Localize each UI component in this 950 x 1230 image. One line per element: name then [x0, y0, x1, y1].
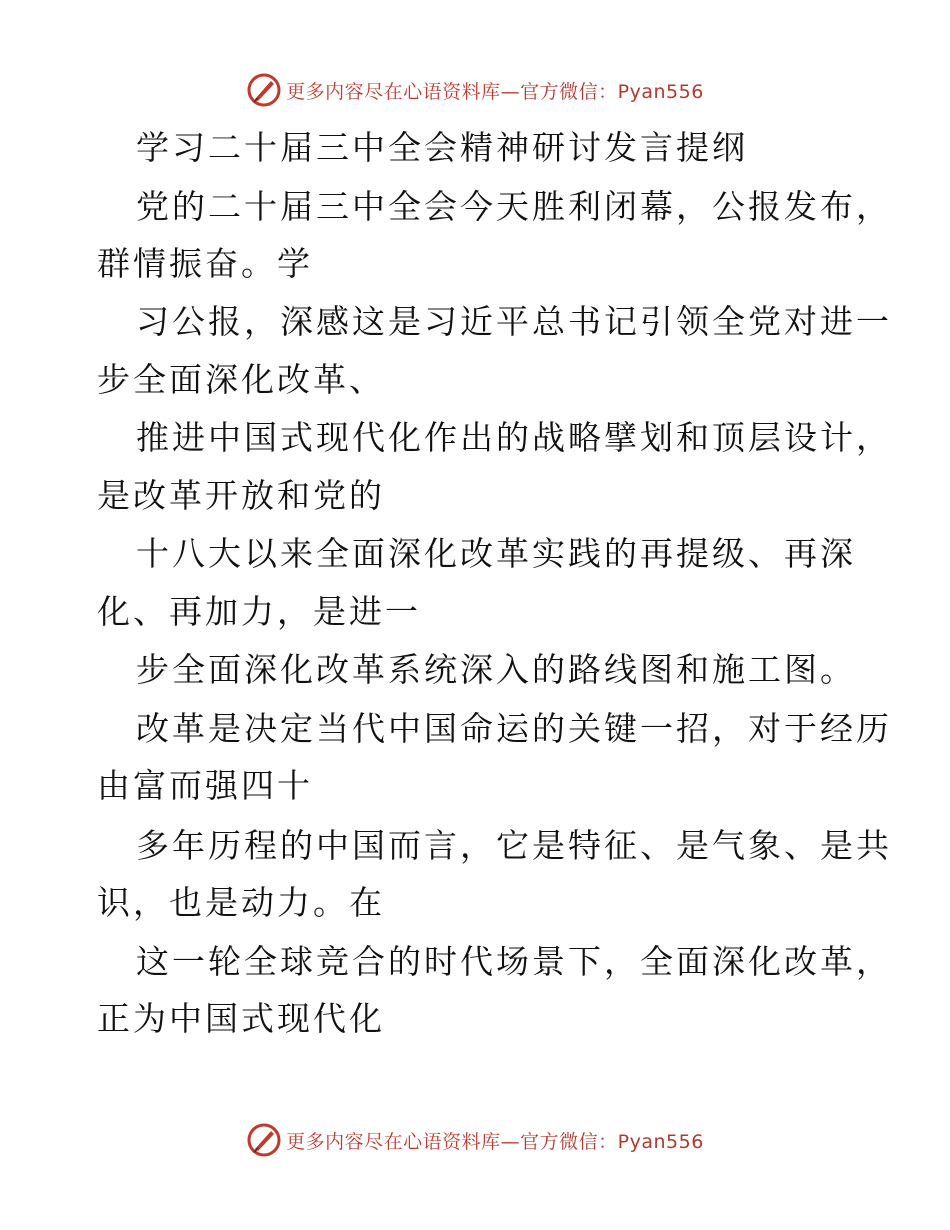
paragraph-line: 化、再加力，是进一	[97, 592, 421, 631]
paragraph-line: 这一轮全球竞合的时代场景下，全面深化改革，	[136, 942, 892, 981]
quill-logo-icon	[246, 1122, 282, 1158]
paragraph-line: 是改革开放和党的	[97, 476, 385, 515]
paragraph-line: 群情振奋。学	[97, 244, 313, 283]
paragraph-line: 十八大以来全面深化改革实践的再提级、再深	[136, 534, 856, 573]
banner-text: 更多内容尽在心语资料库—官方微信：Pyan556	[286, 1130, 704, 1153]
header-banner	[0, 70, 950, 110]
paragraph-line: 党的二十届三中全会今天胜利闭幕，公报发布，	[136, 187, 892, 226]
document-title: 学习二十届三中全会精神研讨发言提纲	[136, 128, 748, 167]
paragraph-line: 多年历程的中国而言，它是特征、是气象、是共	[136, 826, 892, 865]
paragraph-line: 改革是决定当代中国命运的关键一招，对于经历	[136, 709, 892, 748]
paragraph-line: 步全面深化改革、	[97, 360, 385, 399]
paragraph-line: 识，也是动力。在	[97, 883, 385, 922]
paragraph-line: 由富而强四十	[97, 766, 313, 805]
paragraph-line: 推进中国式现代化作出的战略擘划和顶层设计，	[136, 418, 892, 457]
banner-text: 更多内容尽在心语资料库—官方微信：Pyan556	[286, 80, 704, 103]
quill-logo-icon	[246, 72, 282, 108]
paragraph-line: 习公报，深感这是习近平总书记引领全党对进一	[136, 302, 892, 341]
paragraph-line: 正为中国式现代化	[97, 999, 385, 1038]
footer-banner	[0, 1120, 950, 1160]
paragraph-line: 步全面深化改革系统深入的路线图和施工图。	[136, 650, 856, 689]
